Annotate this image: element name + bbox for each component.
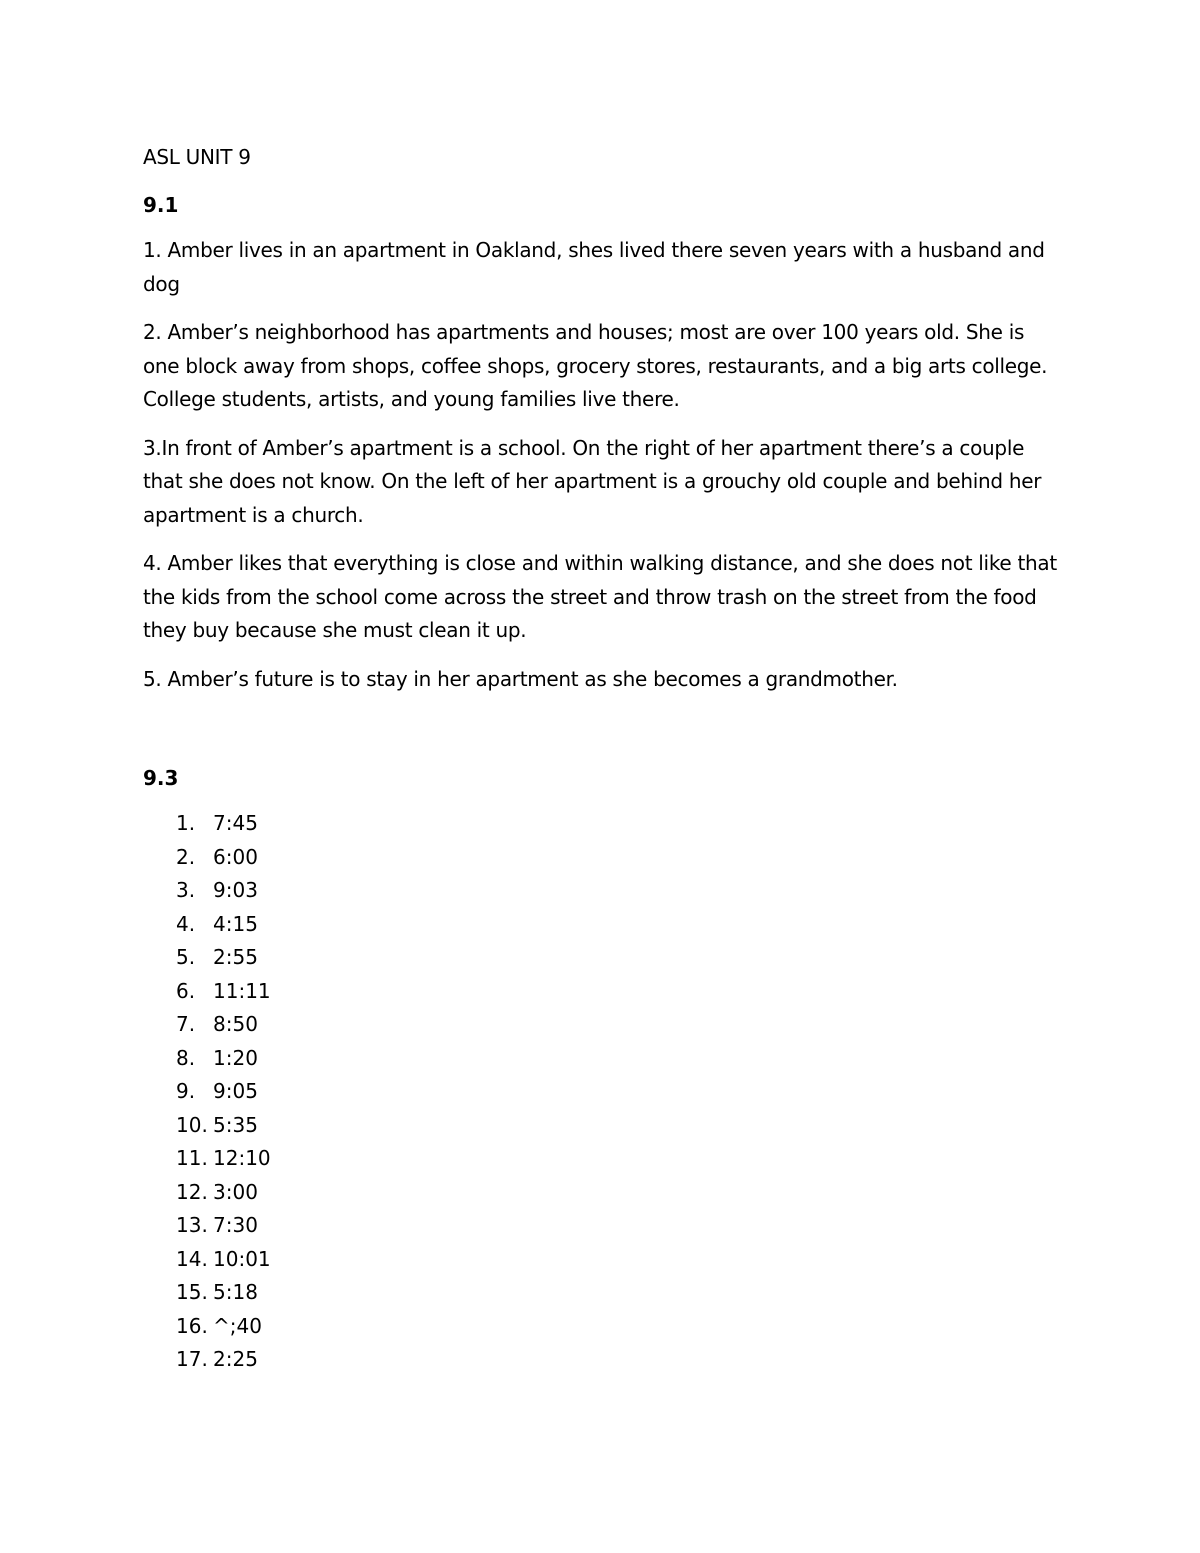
document-body [143, 140, 1063, 1377]
list-item-value: 12:10 [213, 1146, 271, 1170]
list-item-value: 11:11 [213, 978, 271, 1003]
list-item-number: 1. [176, 811, 196, 835]
list-item-number: 2. [176, 844, 196, 869]
list-item-number: 10. [176, 1112, 208, 1137]
list-item-value: ^;40 [213, 1313, 262, 1338]
section-spacer [143, 711, 1063, 761]
list-item-value: 9:05 [213, 1079, 258, 1103]
list-item-number: 4. [176, 911, 196, 936]
answer-paragraph-3: 3.In front of Amber’s apartment is a school. On the right of her apartment there’s a couple that she does not know. On the left of her apartment is a grouchy old couple and behind her apartment is a church. [143, 435, 1042, 527]
answer-paragraph-5: 5. Amber’s future is to stay in her apartment as she becomes a grandmother. [143, 666, 898, 691]
list-item-number: 17. [176, 1347, 208, 1371]
list-item [176, 1075, 1063, 1109]
list-item-number: 7. [176, 1012, 196, 1036]
list-item-number: 9. [176, 1079, 196, 1103]
list-item [176, 1343, 1063, 1377]
answer-paragraph-2: 2. Amber’s neighborhood has apartments and houses; most are over 100 years old. She is one block away from shops, coffee shops, grocery stores, restaurants, and a big arts college. College students, artists, and young families live there. [143, 320, 1048, 411]
list-item [176, 941, 1063, 975]
list-item [176, 1209, 1063, 1243]
list-item-value: 10:01 [213, 1246, 271, 1271]
list-item-value: 2:25 [213, 1347, 258, 1371]
section-heading-9-1: 9.1 [143, 193, 179, 217]
time-answer-list [143, 807, 1063, 1377]
list-item [176, 1142, 1063, 1176]
list-item-number: 16. [176, 1313, 208, 1338]
list-item-number: 5. [176, 945, 196, 969]
list-item-value: 7:45 [213, 811, 258, 835]
list-item-value: 4:15 [213, 911, 258, 936]
answer-paragraph-1: 1. Amber lives in an apartment in Oakland, shes lived there seven years with a husband and dog [143, 238, 1045, 296]
list-item [176, 1310, 1063, 1344]
answer-paragraph-4: 4. Amber likes that everything is close and within walking distance, and she does not like that the kids from the school come across the street and throw trash on the street from the food they buy because she must clean it up. [143, 551, 1057, 642]
list-item-value: 8:50 [213, 1012, 258, 1036]
list-item [176, 975, 1063, 1009]
list-item [176, 1176, 1063, 1210]
list-item-number: 15. [176, 1280, 208, 1304]
list-item [176, 1042, 1063, 1076]
list-item-value: 9:03 [213, 878, 258, 902]
list-item-number: 8. [176, 1045, 196, 1070]
list-item [176, 874, 1063, 908]
list-item-number: 6. [176, 978, 196, 1003]
document-title: ASL UNIT 9 [143, 145, 251, 169]
list-item-number: 12. [176, 1179, 208, 1204]
list-item-value: 5:18 [213, 1280, 258, 1304]
list-item [176, 1243, 1063, 1277]
list-item-number: 13. [176, 1213, 208, 1237]
list-item [176, 908, 1063, 942]
list-item-value: 7:30 [213, 1213, 258, 1237]
list-item-number: 3. [176, 878, 196, 902]
list-item-number: 11. [176, 1146, 208, 1170]
list-item-value: 3:00 [213, 1179, 258, 1204]
list-item [176, 841, 1063, 875]
section-heading-9-3: 9.3 [143, 766, 179, 790]
list-item [176, 807, 1063, 841]
list-item [176, 1008, 1063, 1042]
list-item-number: 14. [176, 1246, 208, 1271]
list-item [176, 1276, 1063, 1310]
list-item-value: 5:35 [213, 1112, 258, 1137]
list-item-value: 6:00 [213, 844, 258, 869]
list-item-value: 2:55 [213, 945, 258, 969]
list-item [176, 1109, 1063, 1143]
list-item-value: 1:20 [213, 1045, 258, 1070]
